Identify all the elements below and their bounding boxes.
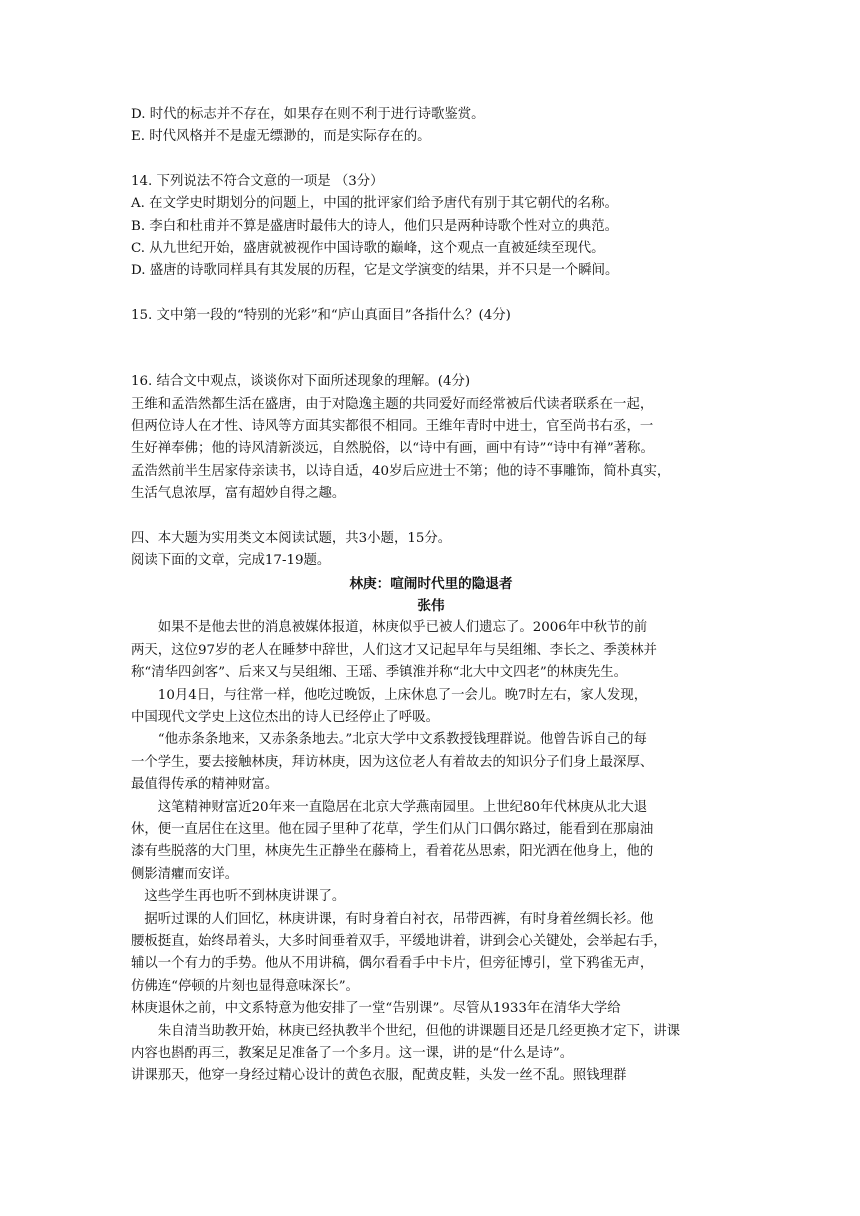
- article-line: 最值得传承的精神财富。: [131, 777, 279, 793]
- article-line: 漆有些脱落的大门里，林庚先生正静坐在藤椅上，看着花丛思索，阳光洒在他身上，他的: [131, 844, 654, 860]
- article-line: 内容也斟酌再三，教案足足准备了一个多月。这一课，讲的是“什么是诗”。: [131, 1046, 574, 1062]
- document-content: [131, 104, 731, 1088]
- passage-line: 孟浩然前半生居家侍亲读书，以诗自适，40岁后应进士不第；他的诗不事雕饰，简朴真实，: [131, 463, 671, 479]
- option-c: C. 从九世纪开始，盛唐就被视作中国诗歌的巅峰，这个观点一直被延续至现代。: [131, 241, 605, 257]
- article-line: 如果不是他去世的消息被媒体报道，林庚似乎已被人们遗忘了。2006年中秋节的前: [157, 620, 648, 636]
- option-d: D. 时代的标志并不存在，如果存在则不利于进行诗歌鉴赏。: [131, 107, 485, 122]
- article-line: 辅以一个有力的手势。他从不用讲稿，偶尔看看手中卡片，但旁征博引，堂下鸦雀无声，: [131, 956, 654, 972]
- article-line: 仿佛连“停顿的片刻也显得意味深长”。: [131, 978, 359, 994]
- question-14: 14. 下列说法不符合文意的一项是 （3分）: [131, 173, 384, 189]
- article-line: 讲课那天，他穿一身经过精心设计的黄色衣服，配黄皮鞋，头发一丝不乱。照钱理群: [131, 1068, 627, 1084]
- article-line: 据听过课的人们回忆，林庚讲课，有时身着白衬衣，吊带西裤，有时身着丝绸长衫。他: [144, 911, 654, 927]
- article-line: “他赤条条地来，又赤条条地去。”北京大学中文系教授钱理群说。他曾告诉自己的每: [157, 732, 647, 748]
- question-16: 16. 结合文中观点，谈谈你对下面所述现象的理解。(4分): [131, 374, 471, 390]
- question-15: 15. 文中第一段的“特别的光彩”和“庐山真面目”各指什么？(4分): [131, 307, 511, 323]
- section-instruction: 阅读下面的文章，完成17-19题。: [131, 553, 331, 569]
- spacer: [131, 149, 731, 171]
- article-line: 侧影清癯而安详。: [131, 866, 239, 882]
- article-line: 这笔精神财富近20年来一直隐居在北京大学燕南园里。上世纪80年代林庚从北大退: [157, 799, 648, 815]
- article-line: 10月4日，与往常一样，他吃过晚饭，上床休息了一会儿。晚7时左右，家人发现，: [157, 687, 648, 703]
- section-heading: 四、本大题为实用类文本阅读试题，共3小题，15分。: [131, 530, 452, 546]
- option-b: B. 李白和杜甫并不算是盛唐时最伟大的诗人，他们只是两种诗歌个性对立的典范。: [131, 218, 619, 234]
- option-d: D. 盛唐的诗歌同样具有其发展的历程，它是文学演变的结果，并不只是一个瞬间。: [131, 263, 619, 279]
- article-line: 中国现代文学史上这位杰出的诗人已经停止了呼吸。: [131, 709, 439, 725]
- article-line: 这些学生再也听不到林庚讲课了。: [144, 889, 346, 905]
- article-line: 林庚退休之前，中文系特意为他安排了一堂“告别课”。尽管从1933年在清华大学给: [131, 1001, 621, 1017]
- article-line: 腰板挺直，始终昂着头，大多时间垂着双手，平缓地讲着，讲到会心关键处，会举起右手，: [131, 934, 667, 949]
- passage-line: 生好禅奉佛；他的诗风清新淡远，自然脱俗，以“诗中有画，画中有诗”“诗中有禅”著称。: [131, 441, 654, 457]
- article-title: 林庚：喧闹时代里的隐退者: [349, 575, 513, 592]
- answer-space: [131, 327, 731, 371]
- option-a: A. 在文学史时期划分的问题上，中国的批评家们给予唐代有别于其它朝代的名称。: [131, 196, 618, 212]
- article-author: 张伟: [417, 597, 445, 614]
- spacer: [131, 506, 731, 528]
- article-line: 两天，这位97岁的老人在睡梦中辞世，人们这才又记起早年与吴组缃、李长之、季羡林并: [131, 642, 657, 658]
- article-line: 称“清华四剑客”、后来又与吴组缃、王瑶、季镇淮并称“北大中文四老”的林庚先生。: [131, 665, 628, 681]
- spacer: [131, 283, 731, 305]
- passage-line: 生活气息浓厚，富有超妙自得之趣。: [131, 486, 346, 502]
- article-line: 休，便一直居住在这里。他在园子里种了花草，学生们从门口偶尔路过，能看到在那扇油: [131, 821, 654, 837]
- option-e: E. 时代风格并不是虚无缥渺的，而是实际存在的。: [131, 129, 431, 145]
- article-line: 朱自清当助教开始，林庚已经执教半个世纪，但他的讲课题目还是几经更换才定下，讲课: [157, 1023, 681, 1039]
- article-line: 一个学生，要去接触林庚，拜访林庚，因为这位老人有着故去的知识分子们身上最深厚、: [131, 754, 654, 770]
- passage-line: 但两位诗人在才性、诗风等方面其实都很不相同。王维年青时中进士，官至尚书右丞，一: [131, 419, 654, 435]
- passage-line: 王维和孟浩然都生活在盛唐，由于对隐逸主题的共同爱好而经常被后代读者联系在一起，: [131, 396, 654, 412]
